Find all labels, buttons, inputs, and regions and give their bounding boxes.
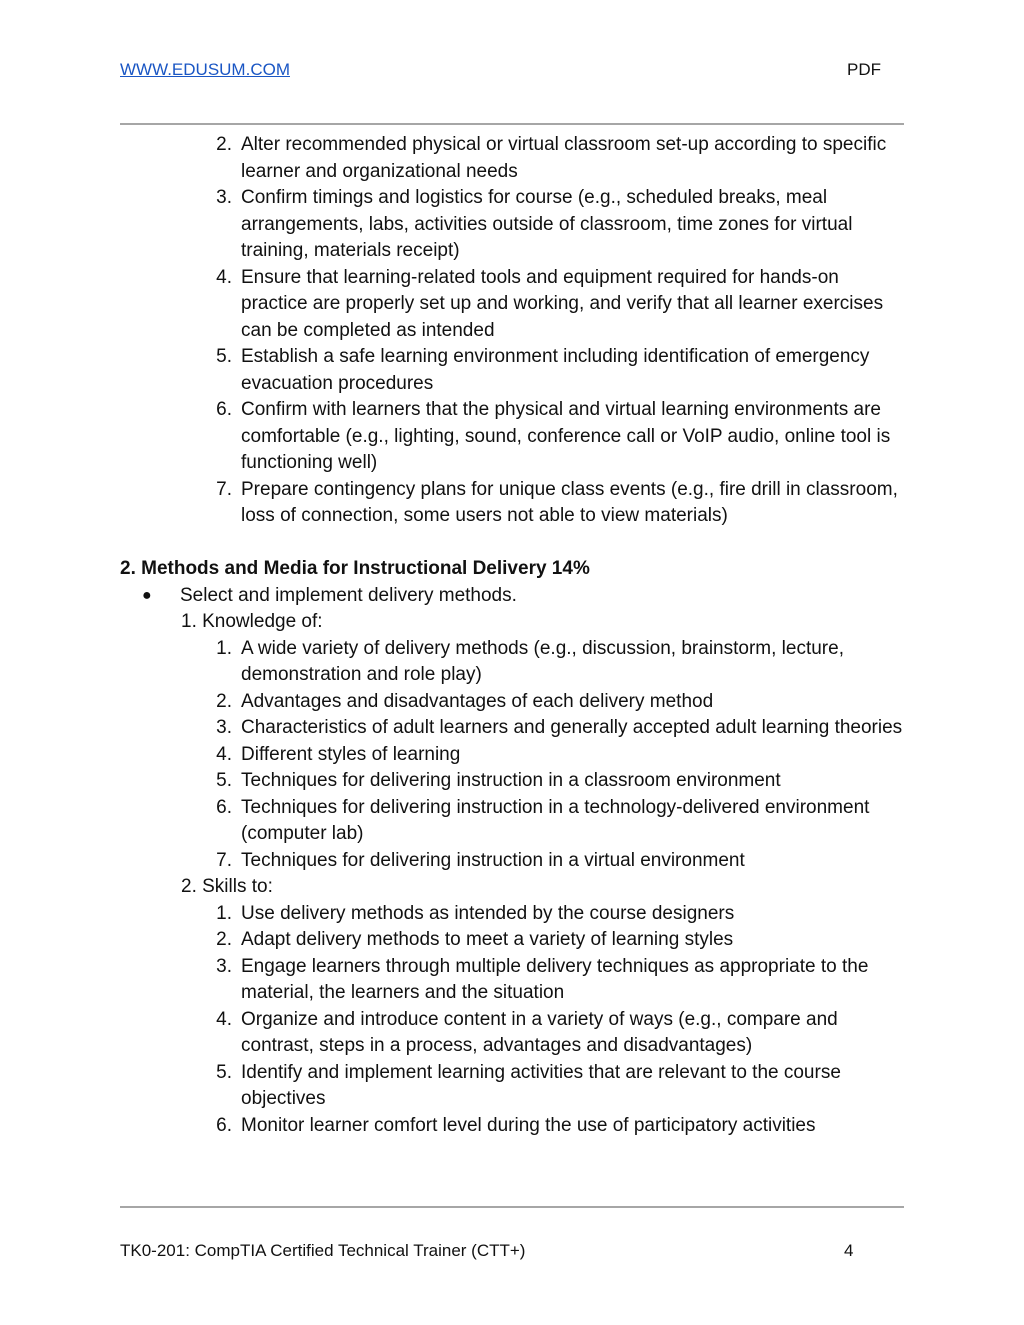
list-item-number: 6.: [216, 399, 232, 420]
list-item-number: 6.: [216, 1114, 232, 1136]
list-item: [120, 1060, 904, 1113]
list-item-number: 2.: [216, 134, 232, 155]
list-item-number: 1.: [216, 637, 232, 659]
knowledge-list: [120, 636, 904, 875]
list-item-number: 4.: [216, 1008, 232, 1030]
bullet-item: [120, 583, 904, 610]
list-a: [120, 132, 904, 530]
list-item-text: A wide variety of delivery methods (e.g., discussion, brainstorm, lecture, demonstration and role play): [241, 637, 844, 685]
list-item-number: 2.: [216, 929, 232, 950]
list-item-text: Techniques for delivering instruction in a virtual environment: [241, 849, 745, 871]
list-item-number: 3.: [216, 187, 232, 208]
list-item: [120, 265, 904, 345]
list-item: [120, 901, 904, 928]
list-item-text: Characteristics of adult learners and generally accepted adult learning theories: [241, 717, 903, 738]
section-heading: 2. Methods and Media for Instructional Delivery 14%: [120, 558, 590, 579]
list-item: [120, 742, 904, 769]
list-item-text: Monitor learner comfort level during the use of participatory activities: [241, 1114, 816, 1136]
list-item-number: 3.: [216, 955, 232, 977]
knowledge-heading: 1. Knowledge of:: [181, 611, 323, 632]
list-item-text: Alter recommended physical or virtual classroom set-up according to specific learner and organizational needs: [241, 134, 887, 182]
list-item-text: Confirm timings and logistics for course (e.g., scheduled breaks, meal arrangements, labs, activities outside of classroom, time zones for virtual training, materials receipt): [241, 187, 853, 261]
list-item-number: 4.: [216, 743, 232, 765]
footer-title: TK0-201: CompTIA Certified Technical Trainer (CTT+): [120, 1241, 526, 1260]
list-item-number: 5.: [216, 346, 232, 367]
list-item-text: Techniques for delivering instruction in a technology-delivered environment (computer lab): [241, 796, 870, 844]
doc-type-label: PDF: [847, 60, 881, 79]
list-item: [120, 185, 904, 265]
header-divider: [120, 123, 904, 125]
list-item-text: Prepare contingency plans for unique class events (e.g., fire drill in classroom, loss of connection, some users not able to view materials): [241, 478, 898, 526]
list-item-number: 5.: [216, 770, 232, 791]
list-item: [120, 795, 904, 848]
list-item-number: 7.: [216, 478, 232, 500]
list-item-text: Different styles of learning: [241, 743, 461, 765]
list-item: [120, 132, 904, 185]
list-item-number: 3.: [216, 717, 232, 738]
list-item-text: Advantages and disadvantages of each delivery method: [241, 690, 714, 712]
list-item: [120, 715, 904, 742]
skills-heading: 2. Skills to:: [181, 876, 273, 897]
footer-divider: [120, 1206, 904, 1208]
list-item: [120, 1113, 904, 1140]
list-item: [120, 927, 904, 954]
list-item: [120, 768, 904, 795]
list-item-text: Techniques for delivering instruction in a classroom environment: [241, 770, 781, 791]
list-item: [120, 477, 904, 530]
list-item-number: 5.: [216, 1061, 232, 1083]
list-item-text: Use delivery methods as intended by the course designers: [241, 902, 735, 924]
bullet-icon: ●: [142, 586, 152, 604]
list-item-text: Ensure that learning-related tools and equipment required for hands-on practice are properly set up and working, and verify that all learner exercises can be completed as intended: [241, 266, 884, 341]
list-item-text: Engage learners through multiple delivery techniques as appropriate to the material, the learners and the situation: [241, 955, 869, 1003]
list-item: [120, 1007, 904, 1060]
bullet-text: Select and implement delivery methods.: [180, 584, 517, 606]
page-content: [120, 132, 904, 1139]
list-item-text: Adapt delivery methods to meet a variety of learning styles: [241, 929, 734, 950]
skills-list: [120, 901, 904, 1140]
list-item-number: 4.: [216, 266, 232, 288]
list-item-number: 6.: [216, 796, 232, 818]
list-item: [120, 344, 904, 397]
page-number: 4: [844, 1241, 854, 1260]
list-item-number: 2.: [216, 690, 232, 712]
list-item-text: Establish a safe learning environment including identification of emergency evacuation procedures: [241, 346, 870, 394]
list-item: [120, 848, 904, 875]
list-item-number: 1.: [216, 902, 232, 924]
list-item: [120, 954, 904, 1007]
list-item: [120, 397, 904, 477]
list-item-text: Organize and introduce content in a variety of ways (e.g., compare and contrast, steps in a process, advantages and disadvantages): [241, 1008, 838, 1056]
list-item: [120, 636, 904, 689]
list-item-text: Confirm with learners that the physical and virtual learning environments are comfortable (e.g., lighting, sound, conference call or VoIP audio, online tool is functioning well): [241, 399, 891, 473]
site-link[interactable]: WWW.EDUSUM.COM: [120, 60, 290, 79]
list-item-text: Identify and implement learning activities that are relevant to the course objectives: [241, 1061, 841, 1109]
list-item-number: 7.: [216, 849, 232, 871]
list-item: [120, 689, 904, 716]
